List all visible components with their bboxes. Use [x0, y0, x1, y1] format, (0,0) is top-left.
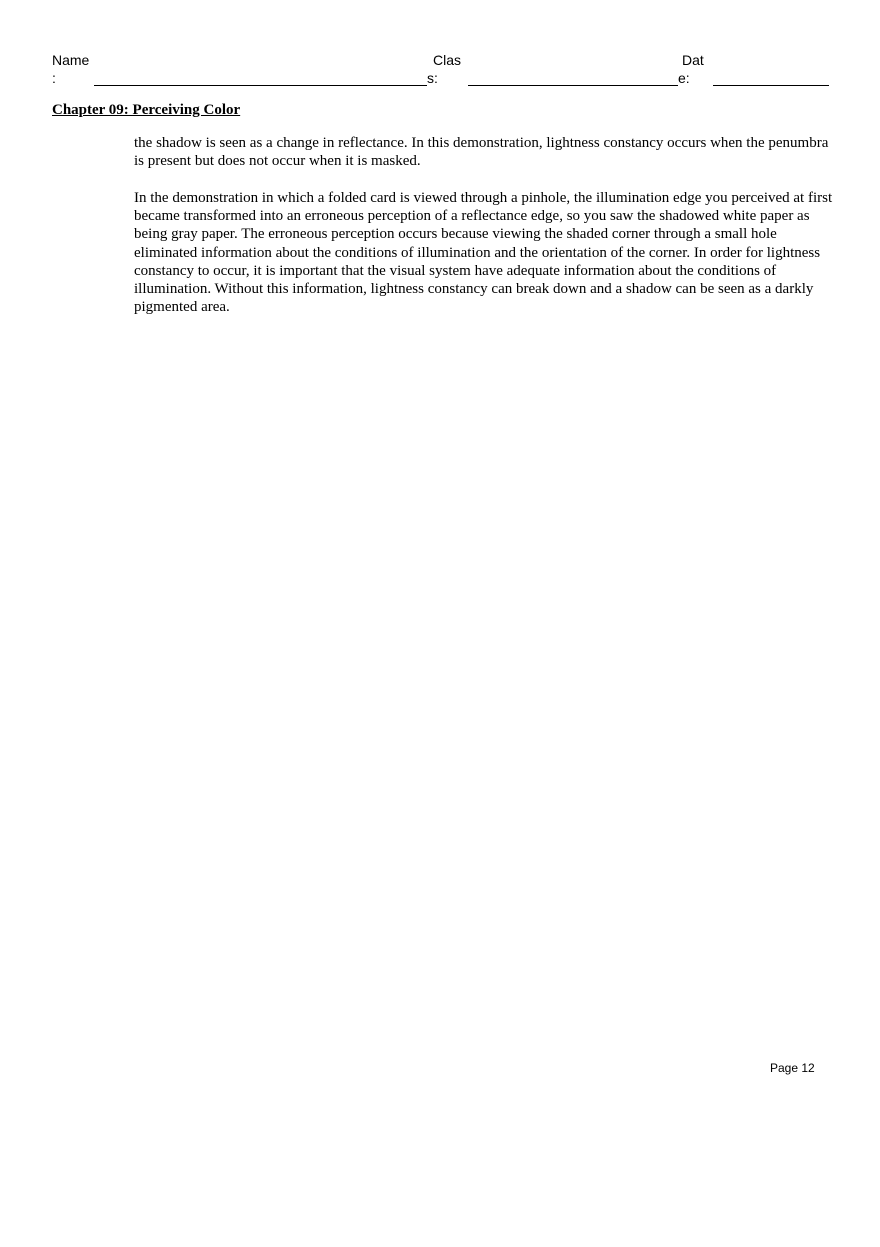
name-label-bottom: : — [52, 70, 56, 86]
date-label-bottom: e: — [678, 70, 690, 86]
paragraph-2: In the demonstration in which a folded card is viewed through a pinhole, the illumination edge you perceived at first became transformed into an erroneous perception of a reflectance edge, so you saw the shadowed white paper as being gray paper. The erroneous perception occurs because viewing the shaded corner through a small hole eliminated information about the conditions of illumination and the orientation of the corner. In order for lightness constancy to occur, it is important that the visual system have adequate information about the conditions of illumination. Without this information, lightness constancy can break down and a shadow can be seen as a darkly pigmented area. — [134, 190, 833, 316]
class-label-top: Clas — [433, 52, 462, 68]
paragraph-1: the shadow is seen as a change in reflectance. In this demonstration, lightness constancy occurs when the penumbra is present but does not occur when it is masked. — [134, 135, 829, 170]
chapter-title: Chapter 09: Perceiving Color — [52, 102, 241, 118]
date-label-top: Dat — [682, 52, 704, 68]
name-field-line[interactable] — [94, 85, 427, 86]
class-field-line[interactable] — [468, 85, 678, 86]
class-label-bottom: s: — [427, 70, 438, 86]
date-field-line[interactable] — [713, 85, 829, 86]
name-label-top: Name — [52, 52, 90, 68]
page-number: Page 12 — [770, 1061, 815, 1075]
